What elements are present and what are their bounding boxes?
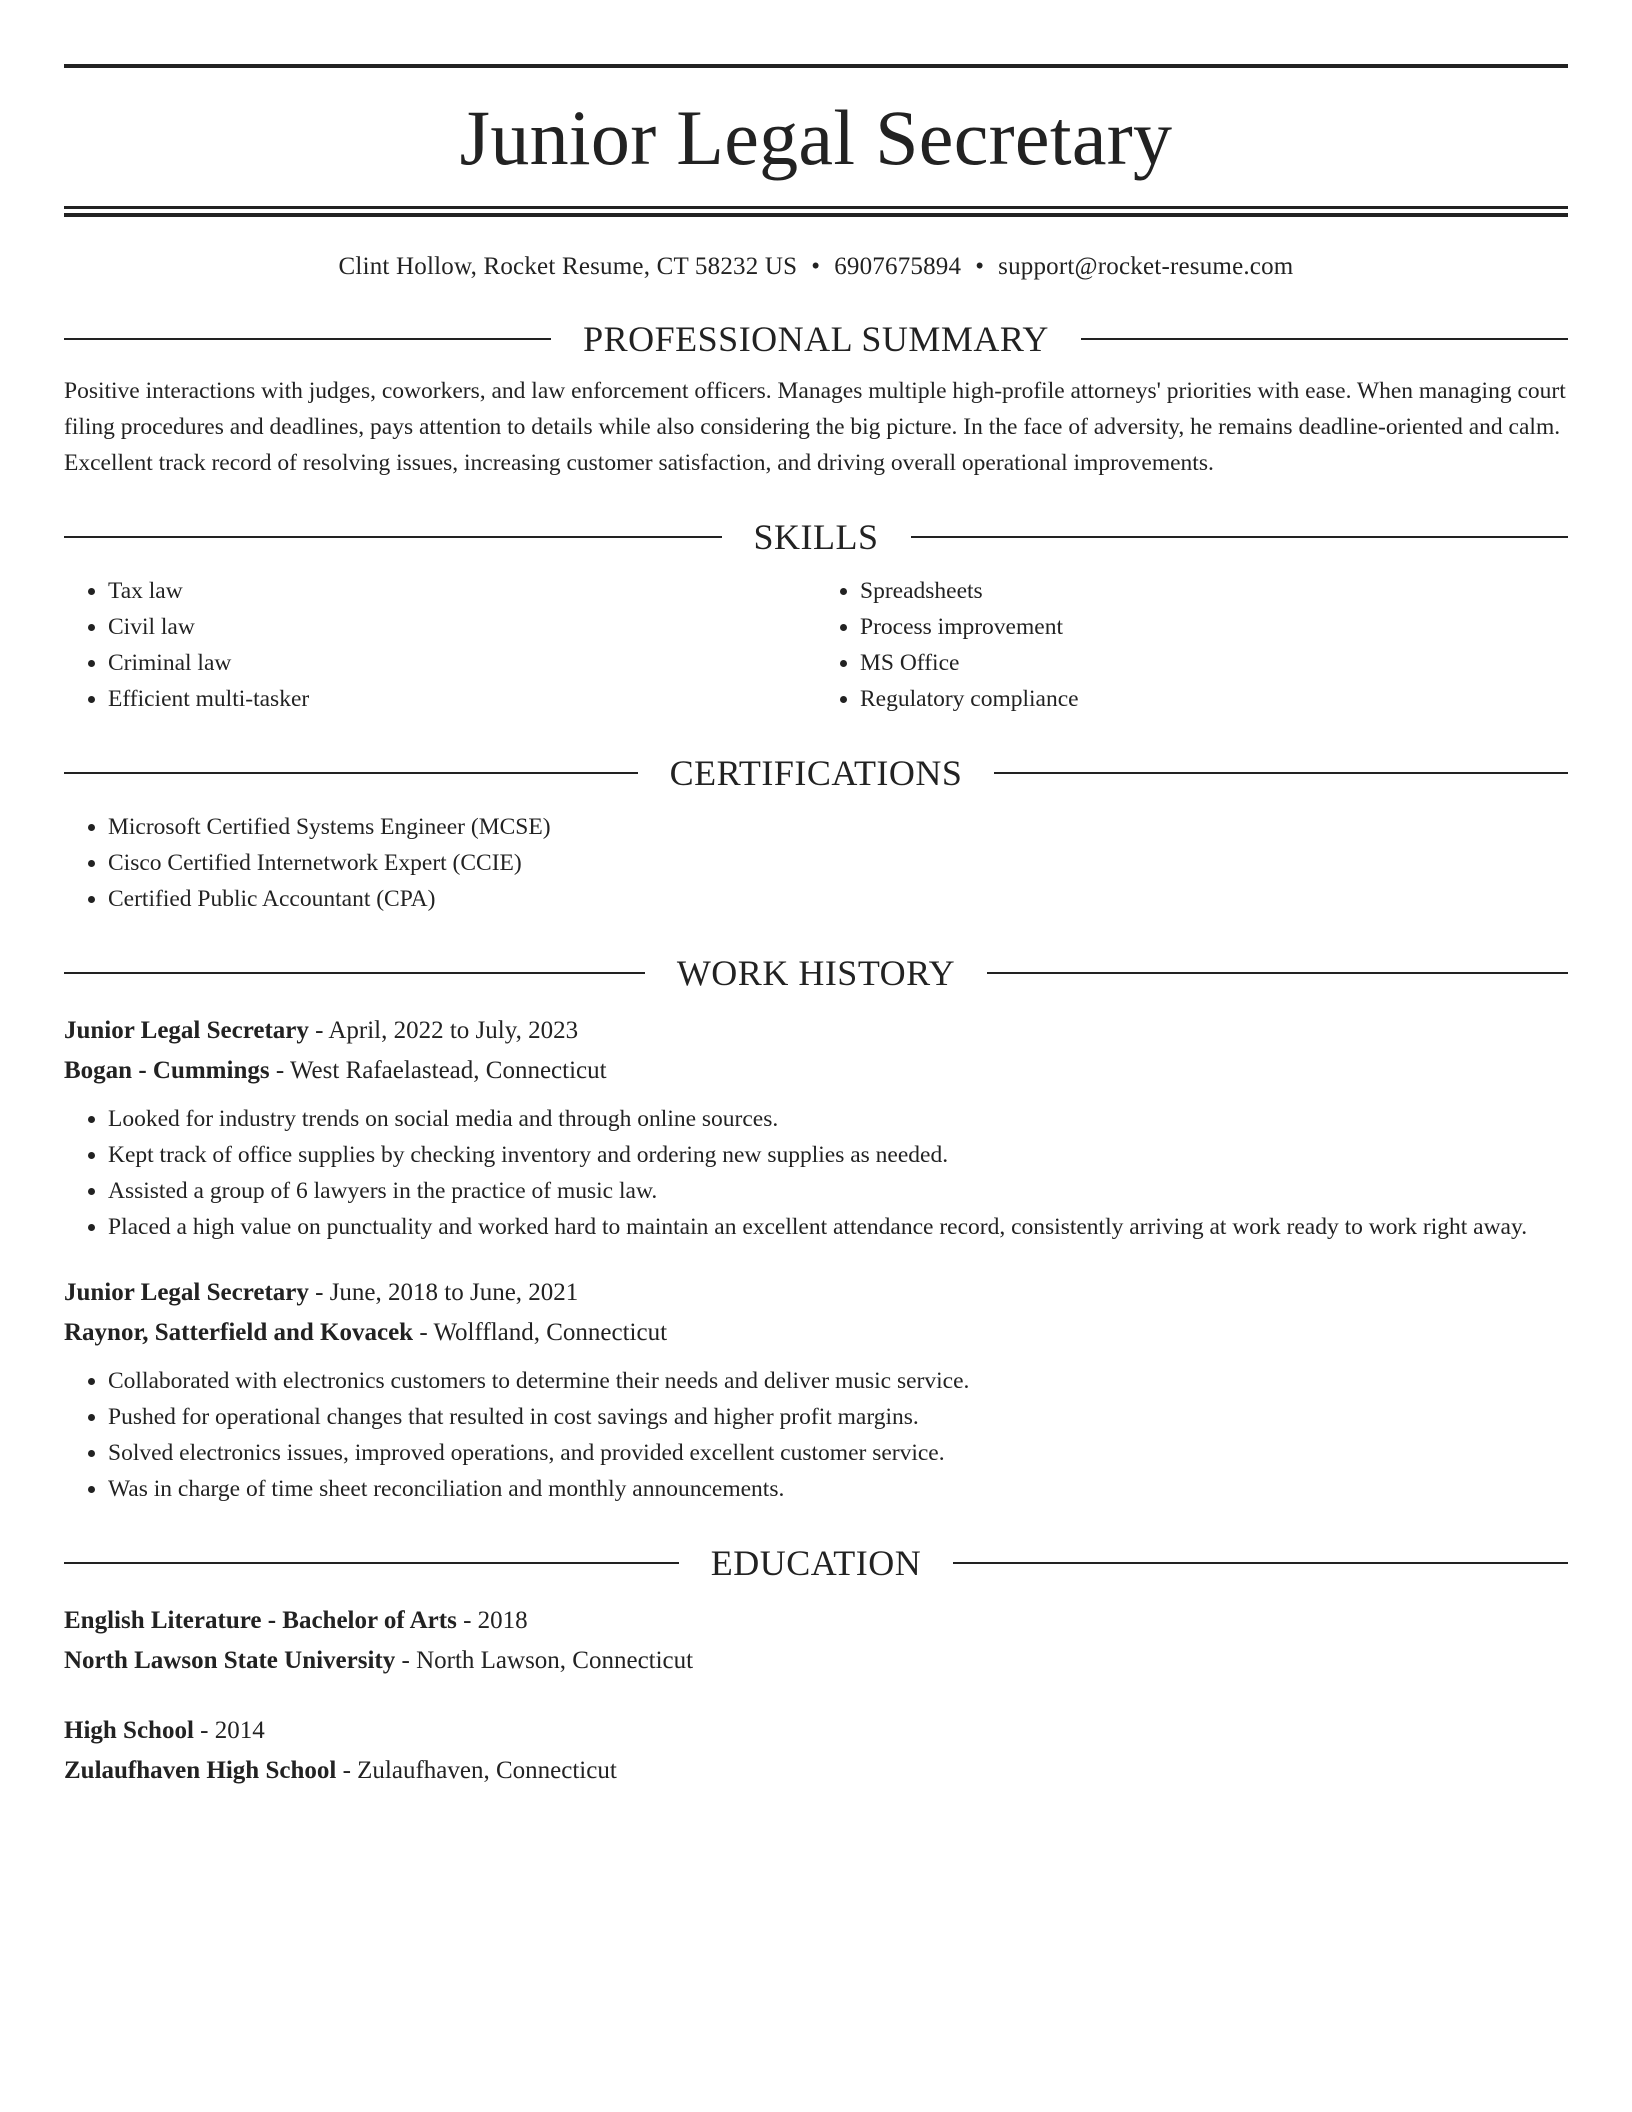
education-location: - North Lawson, Connecticut <box>395 1647 694 1674</box>
skills-list-left <box>64 573 816 717</box>
education-year: - 2018 <box>456 1607 528 1634</box>
job-company: Raynor, Satterfield and Kovacek <box>64 1319 414 1346</box>
skills-grid <box>64 559 1568 717</box>
education-degree: High School <box>64 1717 194 1744</box>
job-duties-list <box>64 1363 1568 1507</box>
education-degree-line <box>64 1601 1568 1641</box>
contact-separator: • <box>811 253 821 280</box>
certification-item: • Microsoft Certified Systems Engineer (MCSE) <box>108 809 1568 845</box>
job-title: Junior Legal Secretary <box>64 1279 309 1306</box>
heading-rule <box>1081 338 1568 340</box>
top-rule <box>64 64 1568 68</box>
contact-email: support@rocket-resume.com <box>998 253 1294 280</box>
section-heading-skills <box>64 515 1568 559</box>
job-title: Junior Legal Secretary <box>64 1017 309 1044</box>
resume-title: Junior Legal Secretary <box>459 94 1173 181</box>
contact-phone: 6907675894 <box>834 253 962 280</box>
education-entry <box>64 1711 1568 1791</box>
job-duty-item: • Assisted a group of 6 lawyers in the practice of music law. <box>108 1173 1568 1209</box>
heading-rule <box>911 536 1569 538</box>
job-duty-item: • Placed a high value on punctuality and worked hard to maintain an excellent attendance record, consistently arriving at work ready to work right away. <box>108 1209 1568 1245</box>
job-company-line <box>64 1051 1568 1091</box>
heading-rule <box>64 536 722 538</box>
section-heading-certifications <box>64 751 1568 795</box>
job-title-line <box>64 1011 1568 1051</box>
job-duty-item: • Pushed for operational changes that resulted in cost savings and higher profit margins. <box>108 1399 1568 1435</box>
contact-line <box>64 251 1568 283</box>
education-location: - Zulaufhaven, Connecticut <box>336 1757 617 1784</box>
job-entry <box>64 1011 1568 1245</box>
heading-rule <box>987 972 1568 974</box>
job-duties-list <box>64 1101 1568 1245</box>
section-title: WORK HISTORY <box>676 953 956 993</box>
education-school-line <box>64 1641 1568 1681</box>
contact-address: Clint Hollow, Rocket Resume, CT 58232 US <box>338 253 798 280</box>
section-title: PROFESSIONAL SUMMARY <box>583 319 1049 359</box>
heading-rule <box>64 338 551 340</box>
skill-item: • MS Office <box>860 645 1568 681</box>
job-duty-item: • Kept track of office supplies by checking inventory and ordering new supplies as needed. <box>108 1137 1568 1173</box>
section-heading-summary <box>64 317 1568 361</box>
job-dates: - April, 2022 to July, 2023 <box>308 1017 579 1044</box>
section-title: SKILLS <box>753 517 879 557</box>
skill-item: • Efficient multi-tasker <box>108 681 816 717</box>
job-location: - Wolffland, Connecticut <box>413 1319 668 1346</box>
heading-rule <box>64 772 638 774</box>
education-school: North Lawson State University <box>64 1647 396 1674</box>
skill-item: • Spreadsheets <box>860 573 1568 609</box>
section-heading-work-history <box>64 951 1568 995</box>
heading-rule <box>64 972 645 974</box>
heading-rule <box>994 772 1568 774</box>
section-title: EDUCATION <box>710 1543 922 1583</box>
section-heading-education <box>64 1541 1568 1585</box>
summary-text: Positive interactions with judges, coworkers, and law enforcement officers. Manages multiple high-profile attorneys' priorities with ease. When managing court filing procedures and deadlines, pays attention to details while also considering the big picture. In the face of adversity, he remains deadline-oriented and calm. Excellent track record of resolving issues, increasing customer satisfaction, and driving overall operational improvements. <box>64 378 1566 476</box>
job-duty-item: • Solved electronics issues, improved operations, and provided excellent customer service. <box>108 1435 1568 1471</box>
skill-item: • Regulatory compliance <box>860 681 1568 717</box>
skill-item: • Civil law <box>108 609 816 645</box>
job-duty-item: • Collaborated with electronics customers to determine their needs and deliver music service. <box>108 1363 1568 1399</box>
job-duty-item: • Was in charge of time sheet reconciliation and monthly announcements. <box>108 1471 1568 1507</box>
section-title: CERTIFICATIONS <box>669 753 963 793</box>
job-dates: - June, 2018 to June, 2021 <box>308 1279 579 1306</box>
heading-rule <box>953 1562 1568 1564</box>
title-double-rule <box>64 206 1568 217</box>
skill-item: • Tax law <box>108 573 816 609</box>
heading-rule <box>64 1562 679 1564</box>
job-company-line <box>64 1313 1568 1353</box>
education-degree: English Literature - Bachelor of Arts <box>64 1607 457 1634</box>
certification-item: • Certified Public Accountant (CPA) <box>108 881 1568 917</box>
job-location: - West Rafaelastead, Connecticut <box>269 1057 607 1084</box>
contact-separator: • <box>975 253 985 280</box>
education-year: - 2014 <box>193 1717 265 1744</box>
job-duty-item: • Looked for industry trends on social media and through online sources. <box>108 1101 1568 1137</box>
education-school: Zulaufhaven High School <box>64 1757 337 1784</box>
certification-item: • Cisco Certified Internetwork Expert (CCIE) <box>108 845 1568 881</box>
education-entry <box>64 1601 1568 1681</box>
job-title-line <box>64 1273 1568 1313</box>
skill-item: • Process improvement <box>860 609 1568 645</box>
skills-list-right <box>816 573 1568 717</box>
education-degree-line <box>64 1711 1568 1751</box>
job-entry <box>64 1273 1568 1507</box>
education-school-line <box>64 1751 1568 1791</box>
skill-item: • Criminal law <box>108 645 816 681</box>
certifications-list <box>64 809 1568 917</box>
job-company: Bogan - Cummings <box>64 1057 270 1084</box>
